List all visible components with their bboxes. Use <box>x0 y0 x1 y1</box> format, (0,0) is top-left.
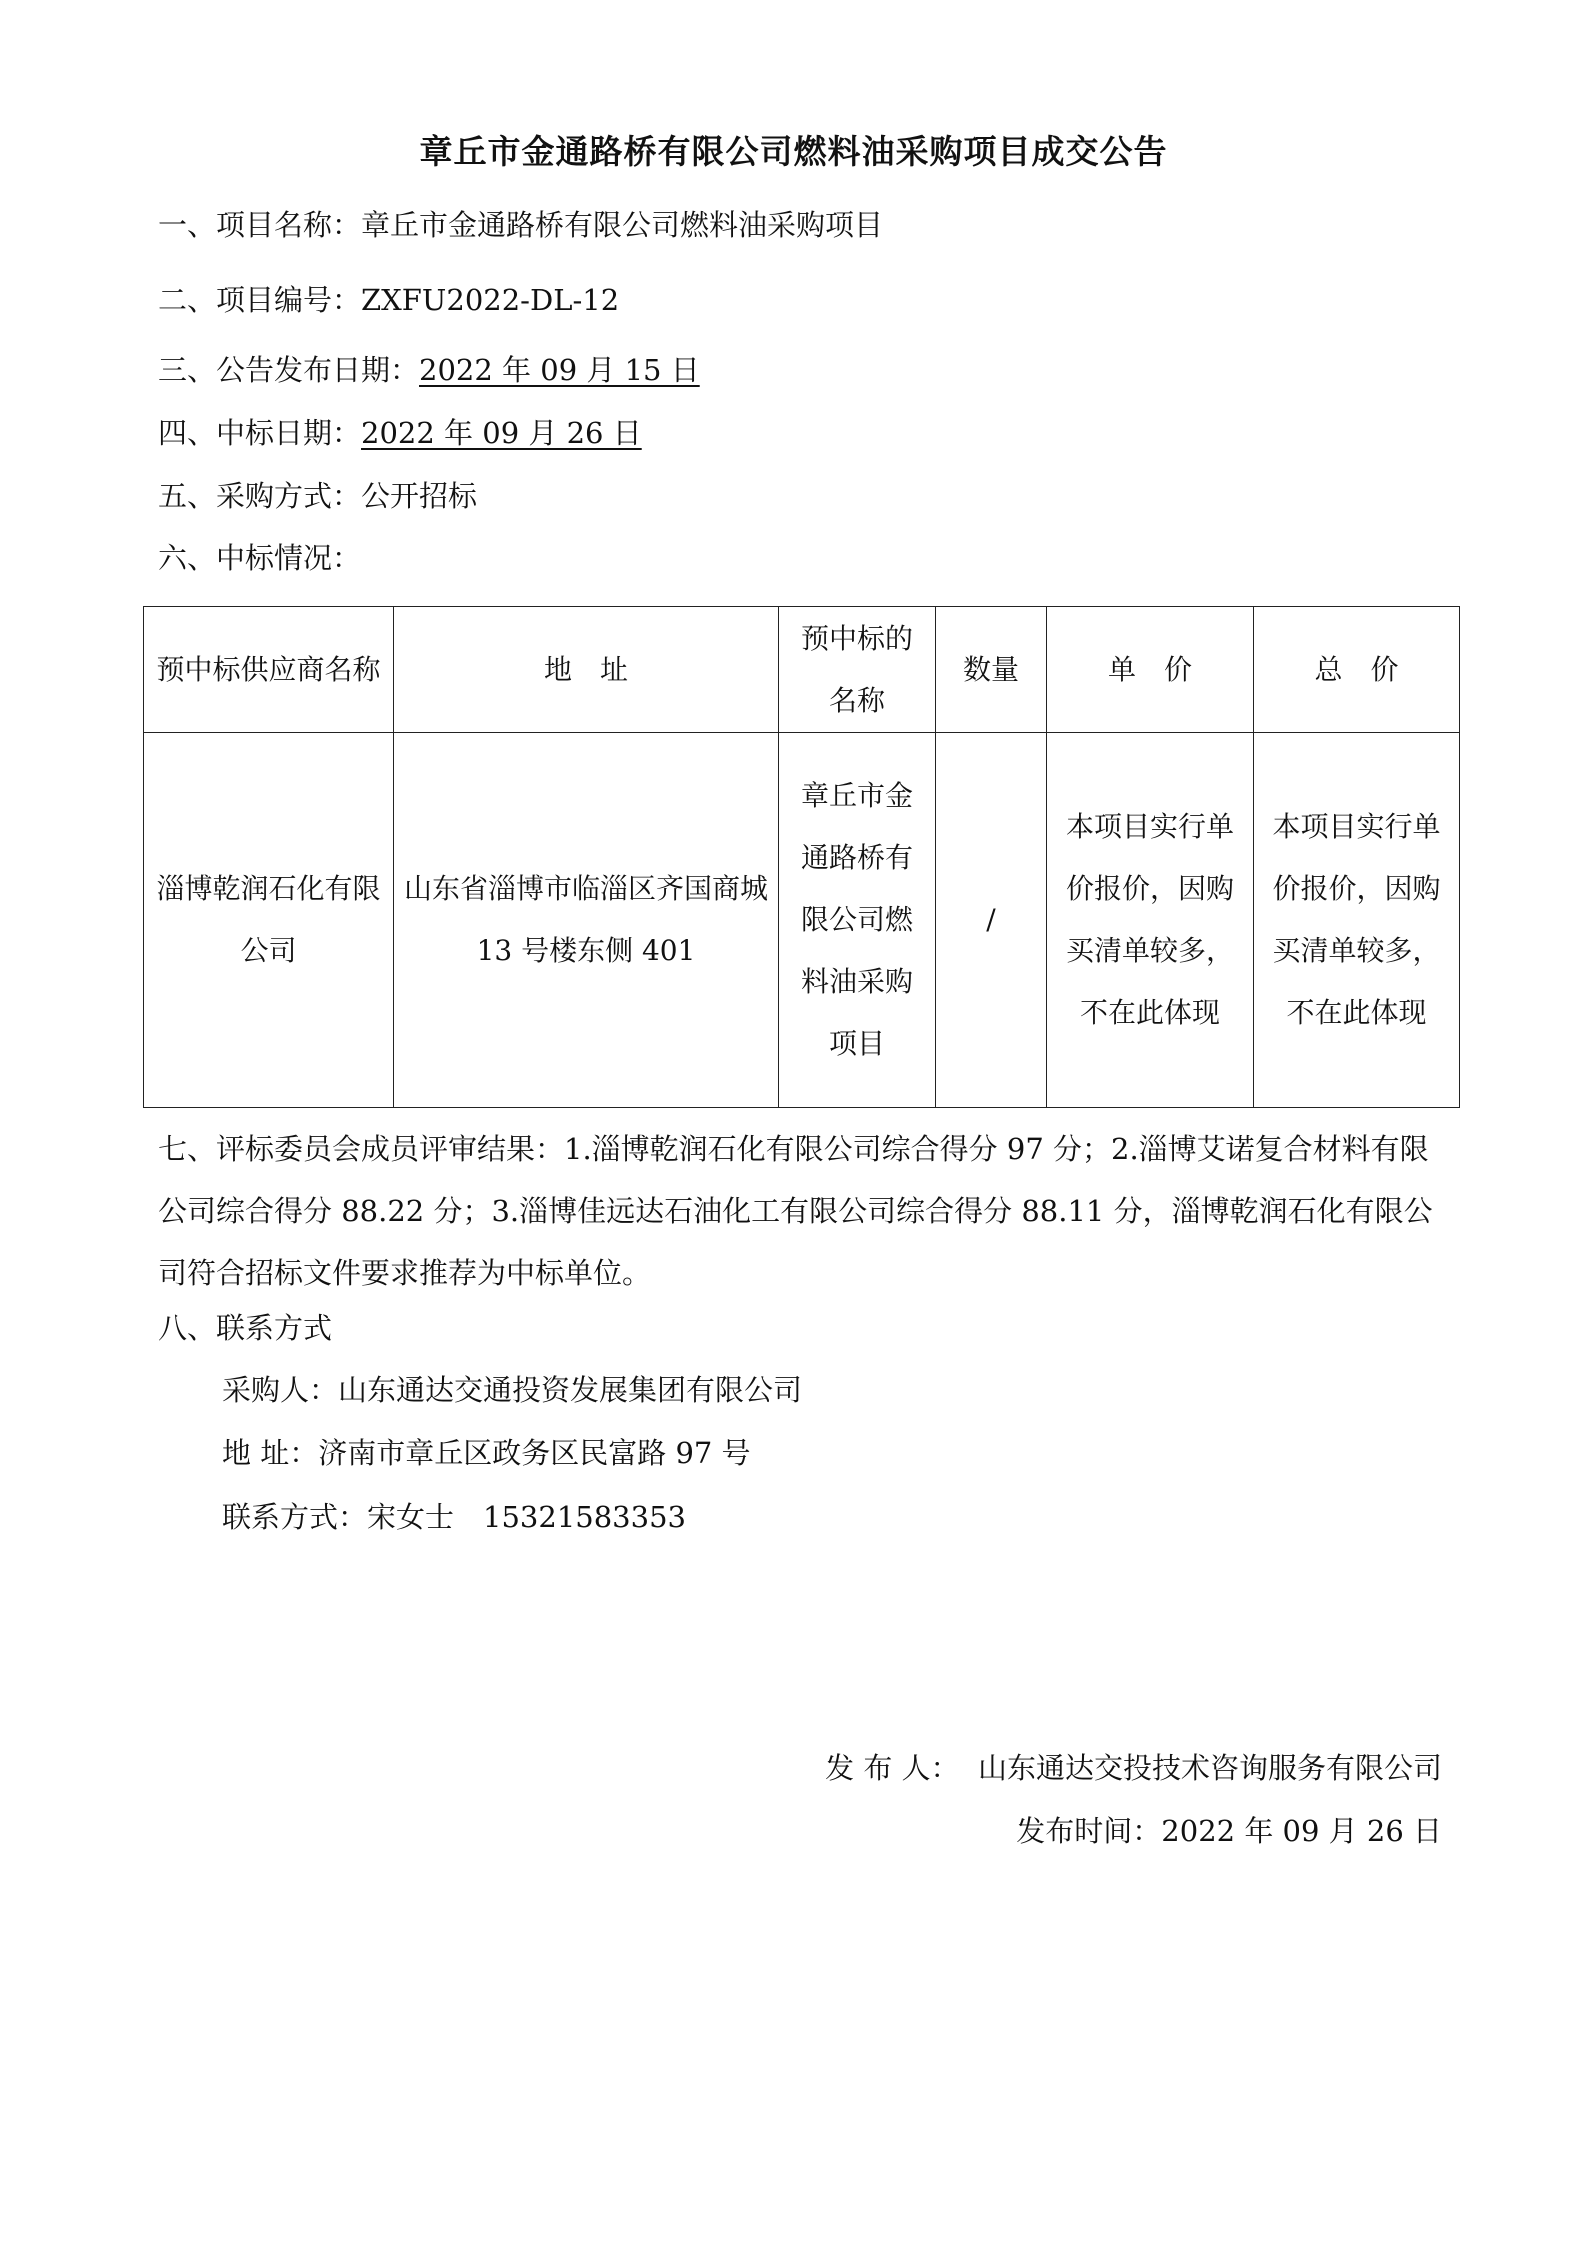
project-no-line <box>158 280 619 320</box>
cell-unit-price: 本项目实行单价报价，因购买清单较多，不在此体现 <box>1047 733 1254 1108</box>
phone-line <box>222 1497 686 1537</box>
cell-item: 章丘市金通路桥有限公司燃料油采购项目 <box>779 733 936 1108</box>
publish-date-line <box>158 350 700 390</box>
project-name: 章丘市金通路桥有限公司燃料油采购项目 <box>361 208 884 242</box>
project-no-label: 二、项目编号： <box>158 283 362 317</box>
publish-time: 2022 年 09 月 26 日 <box>1161 1814 1442 1848</box>
table-header-row <box>144 607 1460 733</box>
publisher-line <box>825 1748 1442 1788</box>
award-label: 六、中标情况： <box>158 541 362 575</box>
table-row <box>144 733 1460 1108</box>
document-title: 章丘市金通路桥有限公司燃料油采购项目成交公告 <box>419 132 1168 171</box>
method: 公开招标 <box>361 479 478 513</box>
award-date-label: 四、中标日期： <box>158 416 362 450</box>
buyer: 山东通达交通投资发展集团有限公司 <box>338 1373 803 1407</box>
method-line <box>158 476 477 516</box>
publish-date-label: 三、公告发布日期： <box>158 353 420 387</box>
buyer-line <box>222 1370 802 1410</box>
contact-address: 济南市章丘区政务区民富路 97 号 <box>318 1436 751 1470</box>
publisher: 山东通达交投技术咨询服务有限公司 <box>977 1751 1442 1785</box>
address-line <box>222 1433 751 1473</box>
project-no: ZXFU2022-DL-12 <box>361 283 620 317</box>
buyer-label: 采购人： <box>222 1373 339 1407</box>
phone: 宋女士 15321583353 <box>367 1500 686 1534</box>
header-quantity: 数量 <box>936 607 1047 733</box>
cell-supplier: 淄博乾润石化有限公司 <box>144 733 394 1108</box>
cell-address: 山东省淄博市临淄区齐国商城 13 号楼东侧 401 <box>394 733 779 1108</box>
header-total-price: 总 价 <box>1254 607 1460 733</box>
award-date-line <box>158 413 642 453</box>
publisher-label: 发 布 人： <box>825 1751 960 1785</box>
project-name-line <box>158 205 883 245</box>
method-label: 五、采购方式： <box>158 479 362 513</box>
header-item: 预中标的名称 <box>779 607 936 733</box>
address-label: 地 址： <box>222 1436 319 1470</box>
header-unit-price: 单 价 <box>1047 607 1254 733</box>
publish-date: 2022 年 09 月 15 日 <box>419 353 700 387</box>
review-result: 七、评标委员会成员评审结果：1.淄博乾润石化有限公司综合得分 97 分；2.淄博艾诺复合材料有限公司综合得分 88.22 分；3.淄博佳远达石油化工有限公司综合得分 88.11 分，淄博乾润石化有限公司符合招标文件要求推荐为中标单位。 <box>158 1132 1433 1290</box>
cell-total-price: 本项目实行单价报价，因购买清单较多，不在此体现 <box>1254 733 1460 1108</box>
publish-time-label: 发布时间： <box>1016 1814 1162 1848</box>
project-name-label: 一、项目名称： <box>158 208 362 242</box>
phone-label: 联系方式： <box>222 1500 368 1534</box>
award-table <box>143 606 1460 1108</box>
cell-quantity: / <box>936 733 1047 1108</box>
header-supplier: 预中标供应商名称 <box>144 607 394 733</box>
award-date: 2022 年 09 月 26 日 <box>361 416 642 450</box>
contact-heading: 八、联系方式 <box>158 1311 333 1345</box>
publish-time-line <box>1016 1811 1442 1851</box>
header-address: 地 址 <box>394 607 779 733</box>
